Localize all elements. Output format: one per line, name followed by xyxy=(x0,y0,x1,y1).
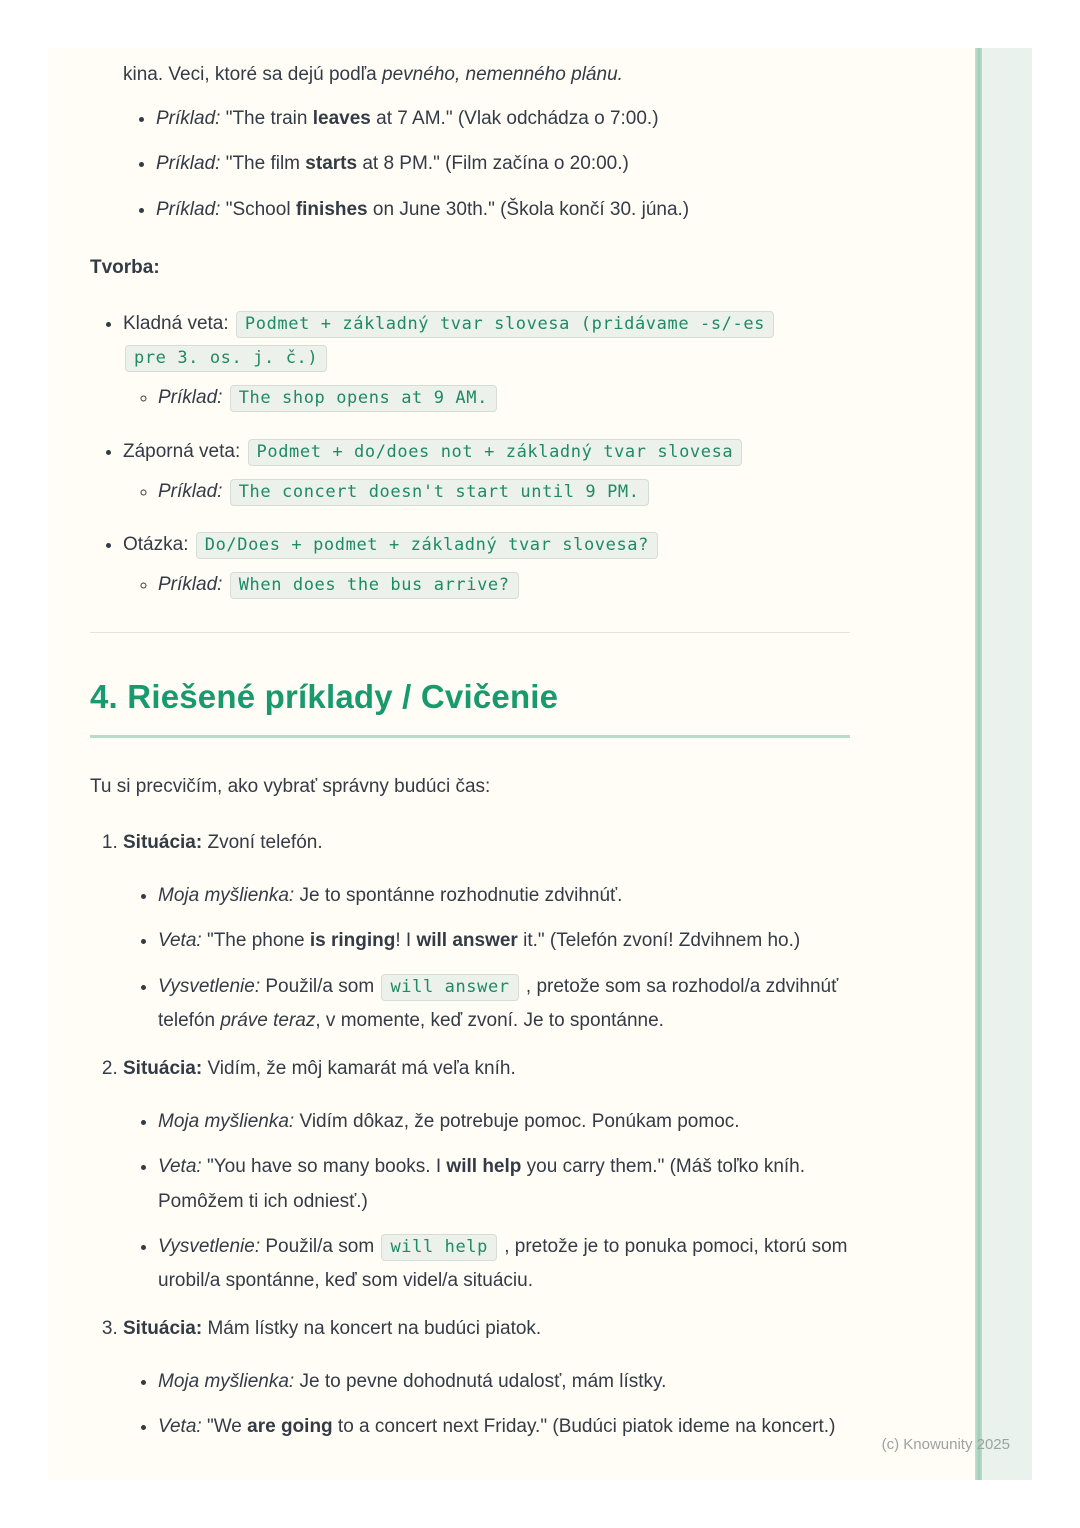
rule-text: Záporná veta: Podmet + do/does not + základný tvar slovesa xyxy=(123,441,744,462)
bullet-item: • Veta: "The phone is ringing! I will answer it." (Telefón zvoní! Zdvihnem ho.) xyxy=(158,924,850,958)
bullet-item: • Moja myšlienka: Je to spontánne rozhodnutie zdvihnúť. xyxy=(158,879,850,913)
example-item: • Príklad: "The film starts at 8 PM." (Film začína o 20:00.) xyxy=(156,147,850,181)
tvorba-item-kladna-veta xyxy=(123,307,850,416)
rule-text: Kladná veta: Podmet + základný tvar slovesa (pridávame -s/-es pre 3. os. j. č.) xyxy=(123,313,776,368)
intro-paragraph: Tu si precvičím, ako vybrať správny budúci čas: xyxy=(90,775,491,797)
lead-paragraph: kina. Veci, ktoré sa dejú podľa pevného, nemenného plánu. xyxy=(123,64,623,85)
document-page xyxy=(48,48,1032,1480)
priklad-sublist xyxy=(123,568,850,602)
situation-title: Situácia: Vidím, že môj kamarát má veľa kníh. xyxy=(123,1057,516,1079)
situation-bullets xyxy=(123,1365,850,1444)
content-column xyxy=(48,48,850,1445)
bullet-item: • Veta: "We are going to a concert next Friday." (Budúci piatok ideme na koncert.) xyxy=(158,1410,850,1444)
examples-list xyxy=(90,102,850,227)
priklad-item: ◦ Príklad: The shop opens at 9 AM. xyxy=(158,381,850,415)
situation-bullets xyxy=(123,879,850,1038)
tvorba-item-zaporna-veta xyxy=(123,435,850,509)
priklad-sublist xyxy=(123,381,850,415)
situation-item-1 xyxy=(123,826,850,1038)
tvorba-list xyxy=(90,307,850,602)
page-edge-strip xyxy=(975,48,1032,1480)
situation-item-3 xyxy=(123,1312,850,1445)
rule-text: Otázka: Do/Does + podmet + základný tvar slovesa? xyxy=(123,534,660,555)
bullet-item: • Veta: "You have so many books. I will help you carry them." (Máš toľko kníh. Pomôžem ti ich odniesť.) xyxy=(158,1150,850,1218)
watermark: (c) Knowunity 2025 xyxy=(881,1436,1010,1453)
text-block xyxy=(90,58,850,1445)
example-item: • Príklad: "The train leaves at 7 AM." (Vlak odchádza o 7:00.) xyxy=(156,102,850,136)
situations-list xyxy=(90,826,850,1445)
example-item: • Príklad: "School finishes on June 30th." (Škola končí 30. júna.) xyxy=(156,193,850,227)
situation-title: Situácia: Mám lístky na koncert na budúci piatok. xyxy=(123,1318,542,1340)
bullet-item: • Moja myšlienka: Vidím dôkaz, že potrebuje pomoc. Ponúkam pomoc. xyxy=(158,1105,850,1139)
priklad-sublist xyxy=(123,475,850,509)
priklad-item: ◦ Príklad: The concert doesn't start until 9 PM. xyxy=(158,475,850,509)
bullet-item: • Moja myšlienka: Je to pevne dohodnutá udalosť, mám lístky. xyxy=(158,1365,850,1399)
bullet-item: • Vysvetlenie: Použil/a som will help , pretože je to ponuka pomoci, ktorú som urobil/a spontánne, keď som videl/a situáciu. xyxy=(158,1230,850,1298)
situation-title: Situácia: Zvoní telefón. xyxy=(123,832,323,854)
priklad-item: ◦ Príklad: When does the bus arrive? xyxy=(158,568,850,602)
tvorba-item-otazka xyxy=(123,528,850,602)
section-divider xyxy=(90,632,850,633)
situation-item-2 xyxy=(123,1052,850,1298)
situation-bullets xyxy=(123,1105,850,1298)
bullet-item: • Vysvetlenie: Použil/a som will answer , pretože som sa rozhodol/a zdvihnúť telefón práve teraz, v momente, keď zvoní. Je to spontánne. xyxy=(158,970,850,1038)
section-heading: 4. Riešené príklady / Cvičenie xyxy=(90,677,850,738)
tvorba-label: Tvorba: xyxy=(90,256,160,278)
